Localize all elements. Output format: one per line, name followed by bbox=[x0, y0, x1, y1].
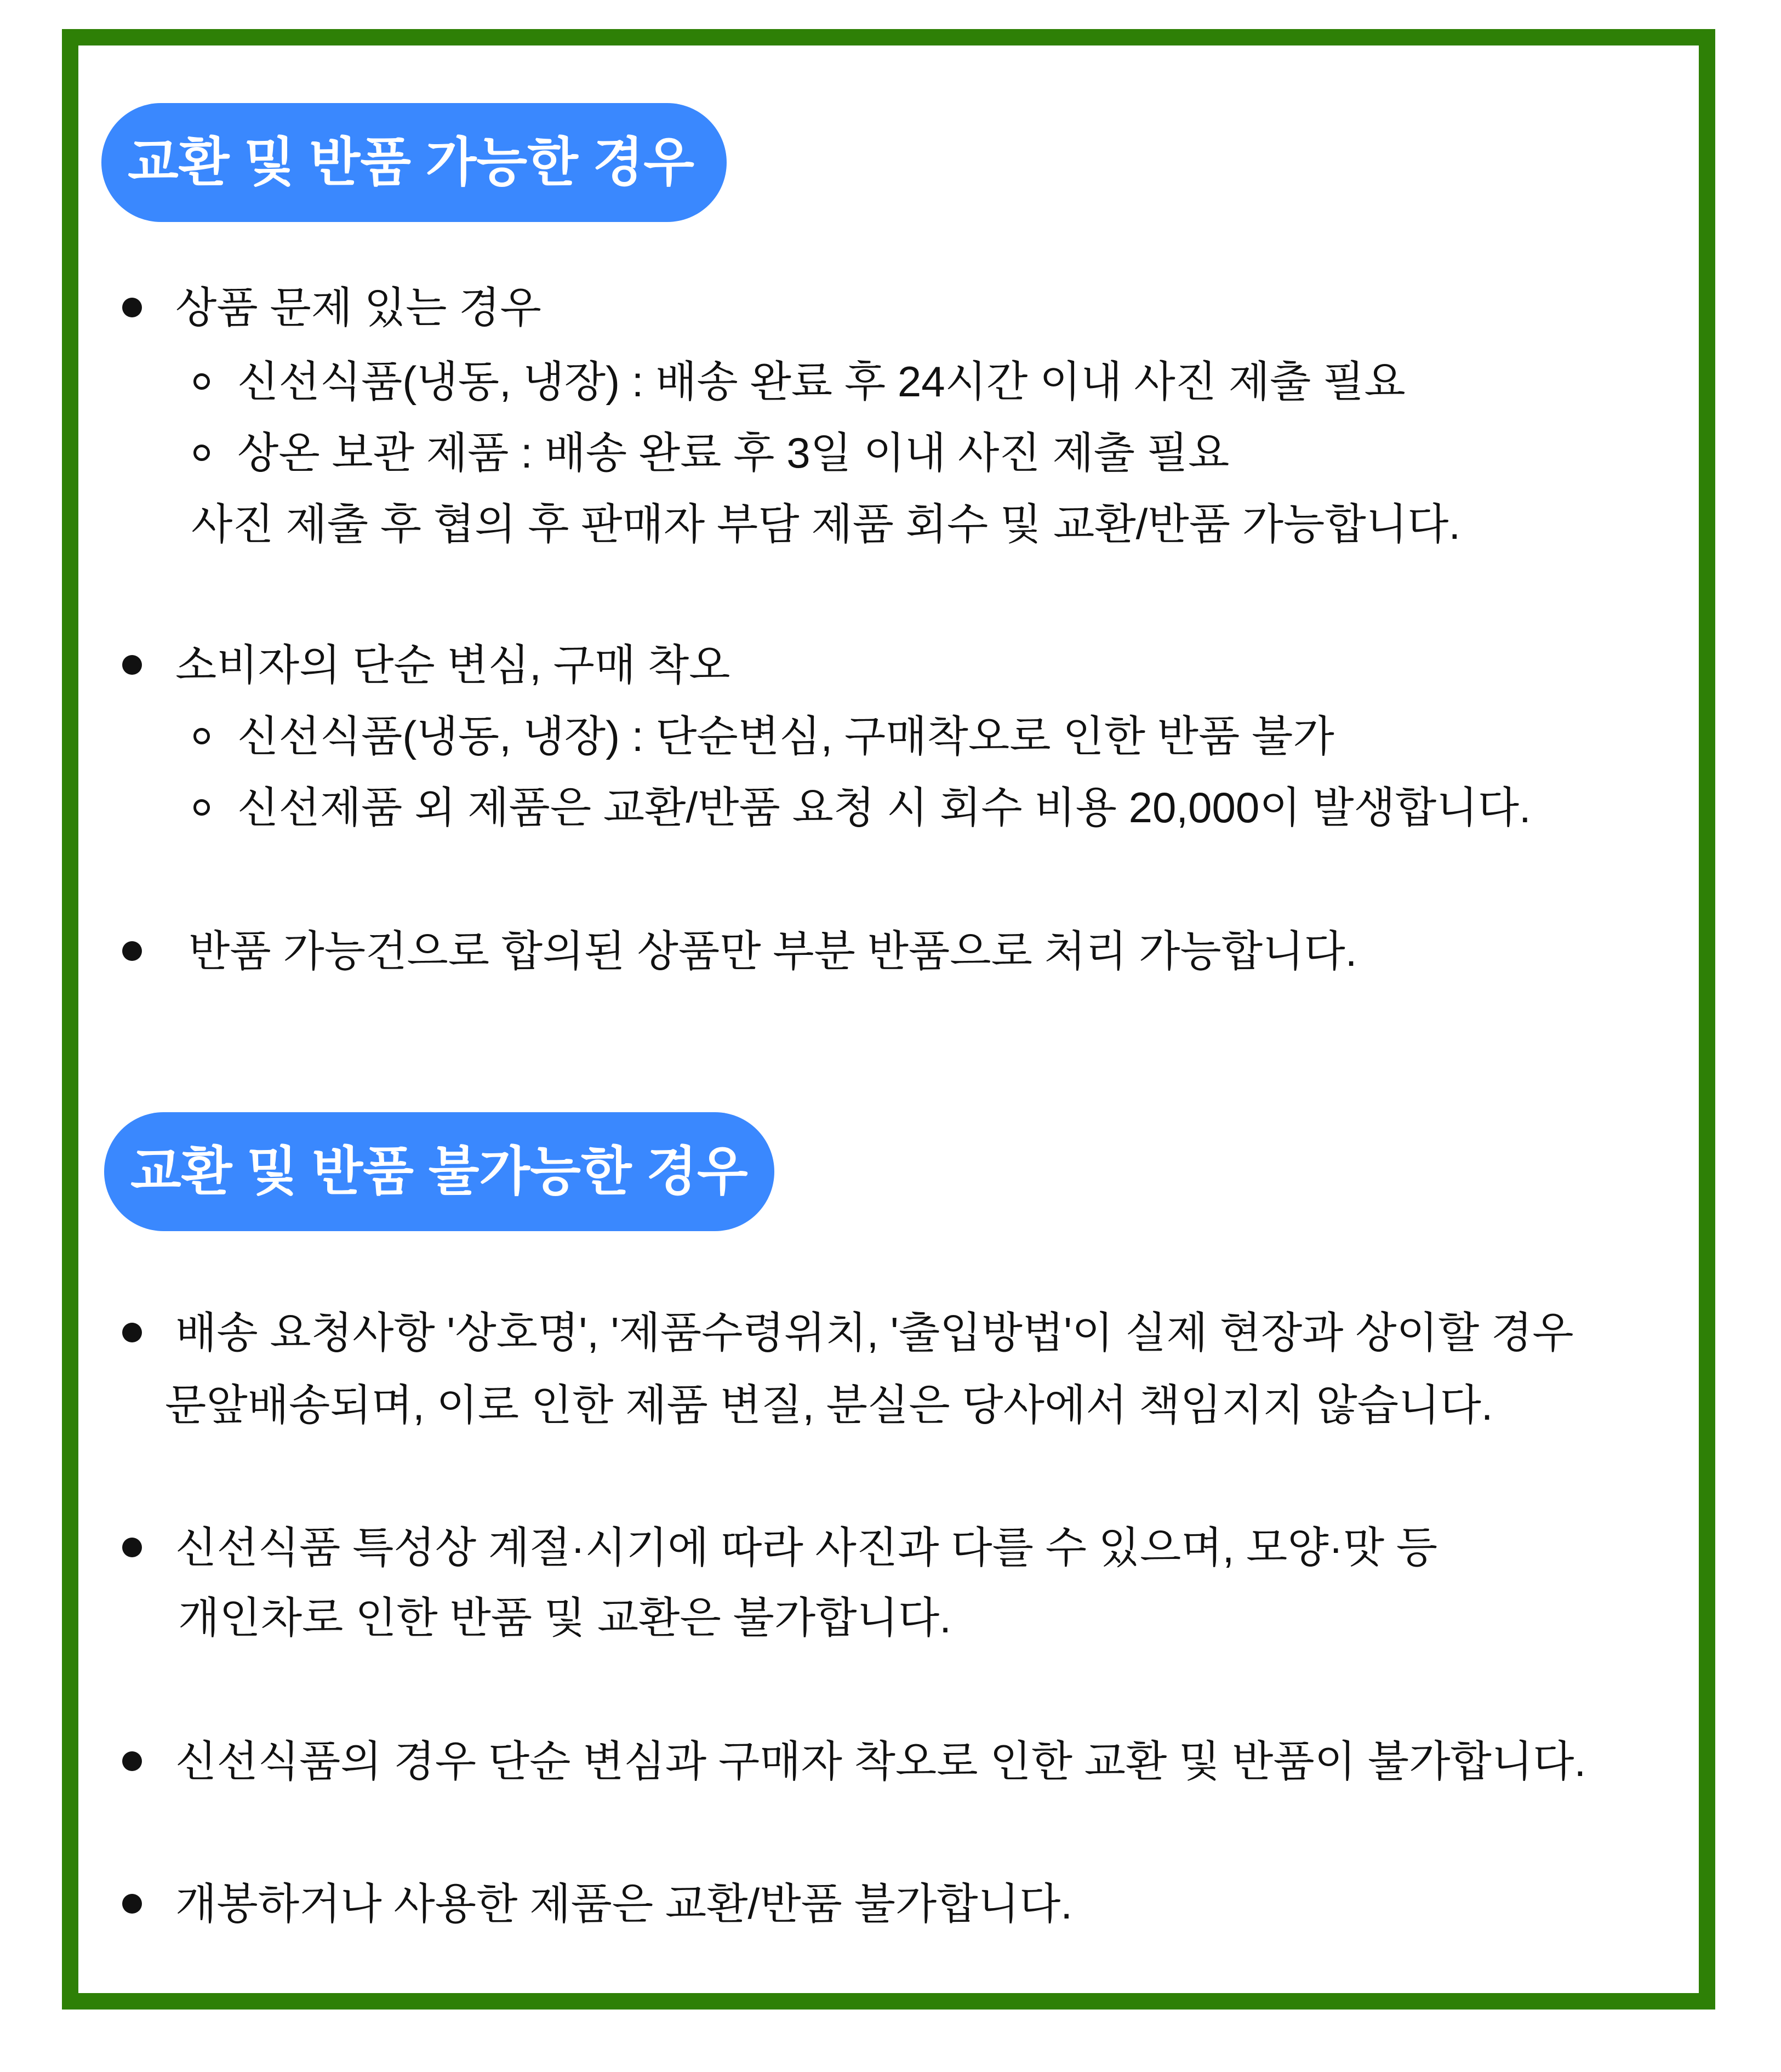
list-item: 신선식품의 경우 단순 변심과 구매자 착오로 인한 교환 및 반품이 불가합니다. bbox=[175, 1737, 1586, 1785]
note-text: 사진 제출 후 협의 후 판매자 부담 제품 회수 및 교환/반품 가능합니다. bbox=[191, 500, 1461, 548]
list-item: 개봉하거나 사용한 제품은 교환/반품 불가합니다. bbox=[175, 1880, 1072, 1928]
bullet-icon bbox=[122, 1538, 142, 1557]
sub-bullet-icon bbox=[193, 373, 210, 390]
list-item-continuation: 문앞배송되며, 이로 인한 제품 변질, 분실은 당사에서 책임지지 않습니다. bbox=[165, 1381, 1493, 1429]
list-item: 신선식품 특성상 계절·시기에 따라 사진과 다를 수 있으며, 모양·맛 등 bbox=[175, 1523, 1438, 1572]
list-item: 소비자의 단순 변심, 구매 착오 bbox=[175, 641, 730, 689]
list-item-continuation: 개인차로 인한 반품 및 교환은 불가합니다. bbox=[178, 1593, 951, 1642]
section-title-returnable: 교환 및 반품 가능한 경우 bbox=[101, 103, 727, 222]
list-item: 배송 요청사항 '상호명', '제품수령위치, '출입방법'이 실제 현장과 상이할 경우 bbox=[175, 1308, 1574, 1357]
section-title-nonreturnable: 교환 및 반품 불가능한 경우 bbox=[104, 1112, 774, 1231]
bullet-icon bbox=[122, 1894, 142, 1914]
sub-bullet-icon bbox=[193, 445, 210, 461]
sub-bullet-icon bbox=[193, 799, 210, 816]
list-item: 상품 문제 있는 경우 bbox=[175, 283, 541, 332]
sub-list-item: 신선식품(냉동, 냉장) : 단순변심, 구매착오로 인한 반품 불가 bbox=[237, 712, 1334, 760]
bullet-icon bbox=[122, 655, 142, 675]
sub-bullet-icon bbox=[193, 728, 210, 744]
bullet-icon bbox=[122, 1751, 142, 1771]
bullet-icon bbox=[122, 1323, 142, 1342]
sub-list-item: 신선제품 외 제품은 교환/반품 요청 시 회수 비용 20,000이 발생합니다. bbox=[237, 783, 1531, 832]
list-item: 반품 가능건으로 합의된 상품만 부분 반품으로 처리 가능합니다. bbox=[189, 927, 1357, 975]
sub-list-item: 신선식품(냉동, 냉장) : 배송 완료 후 24시간 이내 사진 제출 필요 bbox=[237, 357, 1406, 406]
bullet-icon bbox=[122, 298, 142, 317]
bullet-icon bbox=[122, 941, 142, 961]
sub-list-item: 상온 보관 제품 : 배송 완료 후 3일 이내 사진 제출 필요 bbox=[237, 429, 1230, 477]
